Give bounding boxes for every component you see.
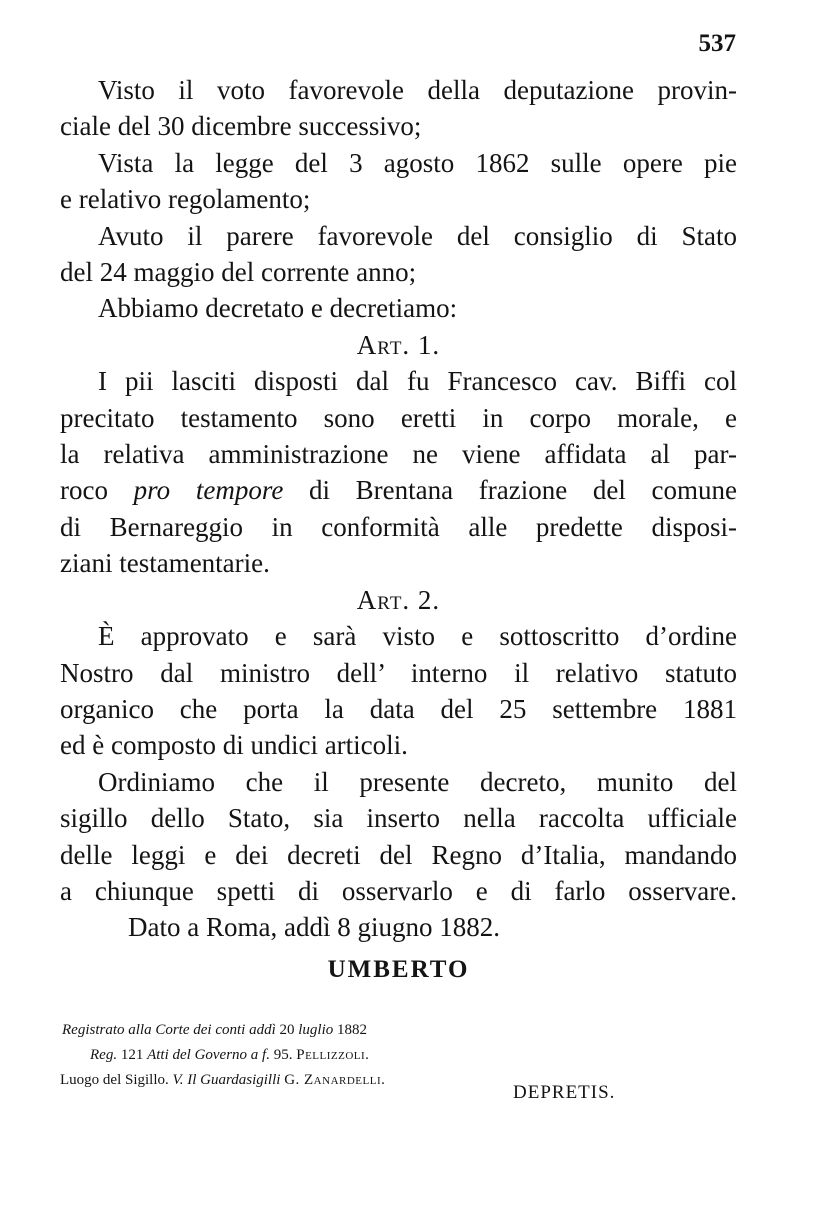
closing-line-2: sigillo dello Stato, sia inserto nella raccolta ufficiale	[60, 803, 737, 834]
page-number: 537	[698, 30, 736, 57]
article-1-line-6: ziani testamentarie.	[60, 548, 270, 579]
body-line-2: ciale del 30 dicembre successivo;	[60, 111, 422, 142]
body-line-7: Abbiamo decretato e decretiamo:	[98, 293, 458, 324]
guardasigilli-title: Il Guardasigilli	[187, 1072, 281, 1088]
article-1-line-1: I pii lasciti disposti dal fu Francesco cav. Biffi col	[98, 366, 737, 397]
registration-notes	[60, 1018, 520, 1093]
date-line: Dato a Roma, addì 8 giugno 1882.	[128, 912, 500, 943]
closing-line-1: Ordiniamo che il presente decreto, munito del	[98, 766, 737, 797]
body-line-3: Vista la legge del 3 agosto 1862 sulle opere pie	[98, 147, 737, 178]
registration-day: 20	[279, 1022, 295, 1038]
seal-place: Luogo del Sigillo.	[60, 1072, 169, 1088]
registration-line-3	[60, 1068, 520, 1093]
registration-line-2	[60, 1043, 520, 1068]
decree-body	[60, 72, 737, 988]
body-line-1: Visto il voto favorevole della deputazione provin-	[98, 75, 737, 105]
guardasigilli-name: G. Zanardelli.	[284, 1072, 386, 1088]
registration-text: Registrato alla Corte dei conti addì	[62, 1022, 276, 1038]
article-1-line-4	[60, 472, 737, 508]
article-1-line-5: di Bernareggio in conformità alle predette disposi-	[60, 511, 737, 542]
article-2-line-4: ed è composto di undici articoli.	[60, 730, 408, 761]
register-folio: 95.	[273, 1047, 293, 1063]
article-2-line-2: Nostro dal ministro dell’ interno il relativo statuto	[60, 657, 737, 688]
king-signature: UMBERTO	[327, 955, 470, 983]
body-line-4: e relativo regolamento;	[60, 184, 311, 215]
article-2-line-1: È approvato e sarà visto e sottoscritto d’ordine	[98, 621, 737, 652]
article-1-line-4-pre: roco	[60, 475, 134, 506]
closing-line-3: delle leggi e dei decreti del Regno d’Italia, mandando	[60, 839, 737, 870]
body-line-6: del 24 maggio del corrente anno;	[60, 257, 417, 288]
registration-line-1	[60, 1018, 520, 1043]
body-line-5: Avuto il parere favorevole del consiglio di Stato	[98, 220, 737, 251]
article-1-line-4-post: di Brentana frazione del comune	[283, 475, 737, 506]
article-1-line-3: la relativa amministrazione ne viene affidata al par-	[60, 439, 737, 470]
seal-v: V.	[172, 1072, 184, 1088]
registration-year: 1882	[337, 1022, 368, 1038]
article-2-line-3: organico che porta la data del 25 settembre 1881	[60, 693, 737, 724]
article-2-heading: Art. 2.	[356, 584, 441, 615]
registration-month: luglio	[298, 1022, 334, 1038]
register-acts: Atti del Governo a f.	[147, 1047, 270, 1063]
article-1-line-2: precitato testamento sono eretti in corpo morale, e	[60, 402, 737, 433]
register-abbrev: Reg.	[90, 1047, 118, 1063]
article-1-heading: Art. 1.	[356, 329, 441, 360]
registrar-name: Pellizzoli.	[296, 1047, 370, 1063]
article-1-line-4-italic: pro tempore	[133, 475, 284, 506]
register-number: 121	[120, 1047, 144, 1063]
minister-signature: DEPRETIS.	[513, 1082, 616, 1103]
closing-line-4: a chiunque spetti di osservarlo e di farlo osservare.	[60, 875, 737, 906]
